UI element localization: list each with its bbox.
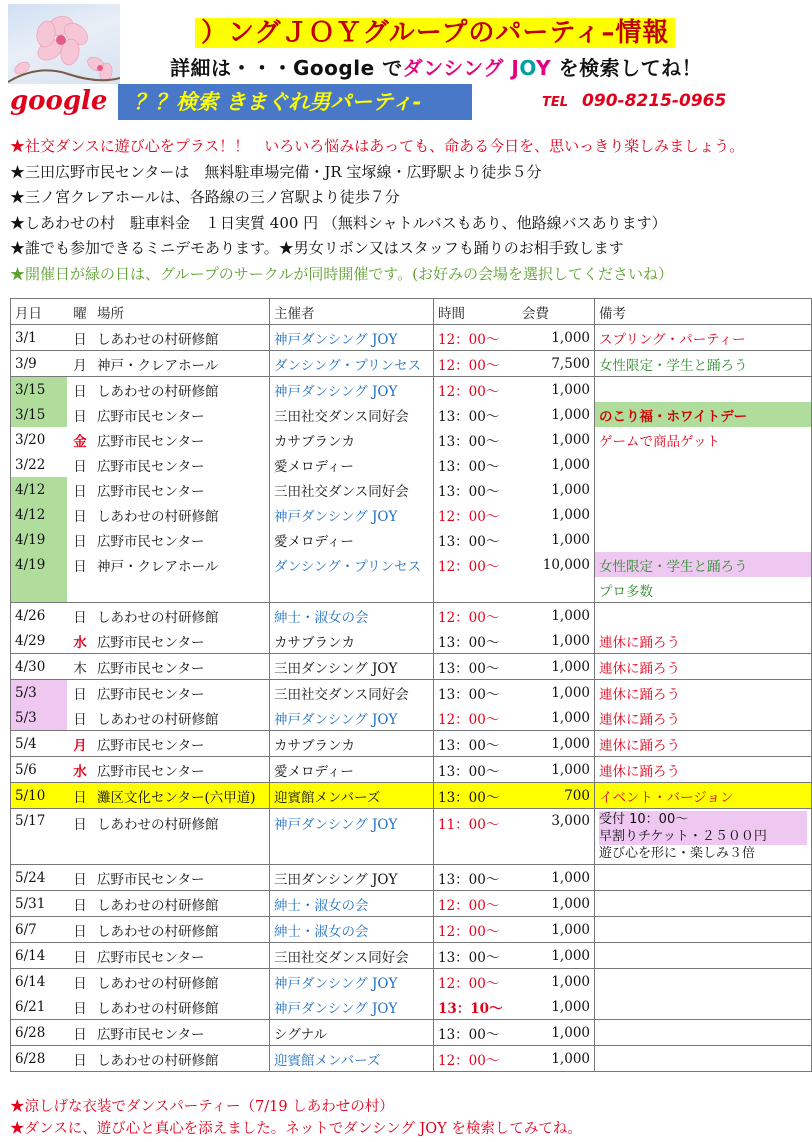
row-day: 月 bbox=[67, 731, 93, 757]
row-organizer: カサブランカ bbox=[270, 731, 434, 757]
row-time: 13：00～ bbox=[434, 402, 515, 427]
row-venue: しあわせの村研修館 bbox=[93, 891, 270, 917]
header-venue: 場所 bbox=[93, 299, 270, 325]
table-row bbox=[11, 628, 812, 654]
info-line: ★三ノ宮クレアホールは、各路線の三ノ宮駅より徒歩７分 bbox=[10, 188, 400, 206]
row-organizer: 神戸ダンシング JOY bbox=[270, 705, 434, 731]
row-day: 日 bbox=[73, 458, 87, 475]
table-row bbox=[11, 603, 812, 629]
row-date: 4/30 bbox=[11, 654, 68, 680]
row-day: 日 bbox=[67, 1046, 93, 1072]
header-time: 時間 bbox=[434, 299, 515, 325]
row-day: 日 bbox=[73, 711, 87, 728]
row-venue: 広野市民センター bbox=[97, 458, 205, 475]
row-organizer: 神戸ダンシング JOY bbox=[270, 969, 434, 995]
row-fee: 10,000 bbox=[542, 556, 590, 573]
row-time: 11：00～ bbox=[434, 809, 515, 865]
row-venue: 広野市民センター bbox=[97, 483, 205, 500]
row-venue: しあわせの村研修館 bbox=[97, 711, 219, 728]
row-venue: 神戸・クレアホール bbox=[93, 351, 270, 377]
row-fee: 1,000 bbox=[514, 377, 595, 403]
footer-line: ★ダンスに、遊び心と真心を添えました。ネットでダンシング JOY を検索してみてね。 bbox=[10, 1121, 582, 1137]
row-day: 日 bbox=[73, 483, 87, 500]
row-venue: しあわせの村研修館 bbox=[93, 603, 270, 629]
row-day: 日 bbox=[67, 969, 93, 995]
row-date: 3/20 bbox=[11, 427, 68, 452]
row-time: 13：00～ bbox=[434, 757, 515, 783]
row-organizer: 三田ダンシング JOY bbox=[270, 865, 434, 891]
row-date: 4/12 bbox=[11, 502, 68, 527]
page-title: ）ングＪＯＹグループのパーティ–情報 bbox=[195, 12, 675, 44]
subtitle-brand-y: Y bbox=[536, 56, 552, 80]
row-venue: しあわせの村研修館 bbox=[97, 1000, 219, 1017]
info-line: ★しあわせの村 駐車料金 １日実質 400 円 （無料シャトルバスもあり、他路線バスあります） bbox=[10, 213, 667, 232]
row-date: 6/21 bbox=[11, 994, 68, 1020]
row-date: 4/12 bbox=[11, 477, 68, 502]
row-time: 12：00～ bbox=[434, 502, 515, 527]
row-day: 日 bbox=[67, 1020, 93, 1046]
row-note: 連休に踊ろう bbox=[595, 680, 812, 706]
row-day: 日 bbox=[73, 408, 87, 425]
row-note bbox=[595, 603, 812, 629]
row-fee: 1,000 bbox=[551, 431, 590, 448]
row-fee: 1,000 bbox=[551, 506, 590, 523]
row-organizer: カサブランカ bbox=[270, 628, 434, 654]
row-fee: 1,000 bbox=[551, 998, 590, 1015]
row-venue: 広野市民センター bbox=[97, 634, 205, 651]
row-venue: 広野市民センター bbox=[93, 731, 270, 757]
info-line: ★三田広野市民センターは 無料駐車場完備・JR 宝塚線・広野駅より徒歩５分 bbox=[10, 162, 542, 181]
row-organizer: ダンシング・プリンセス bbox=[270, 351, 434, 377]
header-fee: 会費 bbox=[514, 299, 595, 325]
row-note: ゲームで商品ゲット bbox=[595, 427, 812, 452]
row-time: 12：00～ bbox=[434, 891, 515, 917]
header-date: 月日 bbox=[11, 299, 68, 325]
row-venue: しあわせの村研修館 bbox=[93, 917, 270, 943]
table-row bbox=[11, 917, 812, 943]
row-note: のこり福・ホワイトデー bbox=[595, 402, 812, 427]
table-row bbox=[11, 757, 812, 783]
row-note: 連休に踊ろう bbox=[595, 731, 812, 757]
table-row bbox=[11, 502, 812, 527]
row-fee: 1,000 bbox=[514, 865, 595, 891]
row-day: 日 bbox=[67, 377, 93, 403]
row-fee: 1,000 bbox=[551, 456, 590, 473]
row-date: 5/10 bbox=[11, 783, 68, 809]
row-day: 日 bbox=[67, 865, 93, 891]
table-row bbox=[11, 680, 812, 706]
table-row bbox=[11, 452, 812, 477]
schedule-table bbox=[10, 298, 812, 1072]
row-note: スプリング・パーティー bbox=[595, 325, 812, 351]
row-time: 13：00～ bbox=[434, 452, 515, 477]
row-organizer: 紳士・淑女の会 bbox=[270, 917, 434, 943]
row-day: 月 bbox=[67, 351, 93, 377]
row-day: 日 bbox=[67, 783, 93, 809]
header-note: 備考 bbox=[595, 299, 812, 325]
table-row bbox=[11, 1020, 812, 1046]
cherry-blossom-image bbox=[8, 4, 120, 84]
row-organizer: 三田社交ダンス同好会 bbox=[270, 943, 434, 969]
row-fee: 1,000 bbox=[551, 531, 590, 548]
row-date: 5/24 bbox=[11, 865, 68, 891]
row-day: 日 bbox=[67, 603, 93, 629]
table-row bbox=[11, 351, 812, 377]
table-row bbox=[11, 865, 812, 891]
row-note bbox=[595, 527, 812, 552]
table-row bbox=[11, 994, 812, 1020]
row-organizer: 三田社交ダンス同好会 bbox=[270, 680, 434, 706]
row-date: 6/28 bbox=[11, 1020, 68, 1046]
row-time: 13：10～ bbox=[434, 994, 515, 1020]
row-date: 3/15 bbox=[11, 402, 68, 427]
table-row-highlight bbox=[11, 783, 812, 809]
row-organizer: 愛メロディー bbox=[270, 757, 434, 783]
row-venue: 広野市民センター bbox=[97, 433, 205, 450]
info-line: ★誰でも参加できるミニデモあります。★男女リボン又はスタッフも踊りのお相手致します bbox=[10, 239, 624, 257]
row-note: 受付 10：00～ bbox=[599, 811, 807, 828]
row-time: 13：00～ bbox=[434, 527, 515, 552]
header-day: 曜 bbox=[67, 299, 93, 325]
table-row bbox=[11, 705, 812, 731]
row-fee: 3,000 bbox=[514, 809, 595, 865]
row-fee: 1,000 bbox=[514, 1046, 595, 1072]
row-date: 5/6 bbox=[11, 757, 68, 783]
row-time: 13：00～ bbox=[434, 1020, 515, 1046]
row-date: 3/22 bbox=[11, 452, 68, 477]
google-label: google bbox=[10, 86, 108, 116]
row-fee: 1,000 bbox=[514, 891, 595, 917]
row-note bbox=[595, 1046, 812, 1072]
tel-number: 090-8215-0965 bbox=[582, 91, 727, 111]
row-fee: 1,000 bbox=[514, 731, 595, 757]
row-organizer: 紳士・淑女の会 bbox=[270, 603, 434, 629]
row-fee: 1,000 bbox=[514, 654, 595, 680]
row-note bbox=[595, 943, 812, 969]
table-row bbox=[11, 891, 812, 917]
row-fee: 1,000 bbox=[551, 632, 590, 649]
row-fee: 700 bbox=[514, 783, 595, 809]
row-time: 12：00～ bbox=[434, 917, 515, 943]
row-organizer: 神戸ダンシング JOY bbox=[270, 502, 434, 527]
row-day: 日 bbox=[67, 891, 93, 917]
row-day: 日 bbox=[73, 558, 87, 575]
row-day: 水 bbox=[73, 634, 87, 651]
row-time: 13：00～ bbox=[434, 865, 515, 891]
row-organizer: 三田社交ダンス同好会 bbox=[270, 402, 434, 427]
row-organizer: 紳士・淑女の会 bbox=[270, 891, 434, 917]
table-row bbox=[11, 527, 812, 552]
table-row bbox=[11, 943, 812, 969]
row-venue: しあわせの村研修館 bbox=[93, 325, 270, 351]
row-note bbox=[595, 1020, 812, 1046]
row-venue: しあわせの村研修館 bbox=[97, 508, 219, 525]
row-organizer: 迎賓館メンバーズ bbox=[270, 783, 434, 809]
row-date: 3/9 bbox=[11, 351, 68, 377]
row-note: 連休に踊ろう bbox=[595, 705, 812, 731]
row-time: 12：00～ bbox=[434, 603, 515, 629]
row-day: 日 bbox=[67, 325, 93, 351]
row-venue: しあわせの村研修館 bbox=[93, 809, 270, 865]
row-date: 4/29 bbox=[11, 628, 68, 654]
row-time: 13：00～ bbox=[434, 628, 515, 654]
row-note bbox=[595, 477, 812, 502]
row-note: 連休に踊ろう bbox=[595, 757, 812, 783]
row-day: 木 bbox=[67, 654, 93, 680]
table-row bbox=[11, 377, 812, 403]
table-row bbox=[11, 654, 812, 680]
subtitle-brand-o: O bbox=[519, 56, 537, 80]
subtitle-brand-j: J bbox=[511, 56, 520, 80]
row-venue: 広野市民センター bbox=[93, 1020, 270, 1046]
row-organizer: 神戸ダンシング JOY bbox=[270, 994, 434, 1020]
table-row bbox=[11, 477, 812, 502]
header-organizer: 主催者 bbox=[270, 299, 434, 325]
row-fee: 1,000 bbox=[514, 969, 595, 995]
row-organizer: カサブランカ bbox=[270, 427, 434, 452]
row-day: 日 bbox=[73, 533, 87, 550]
table-row bbox=[11, 731, 812, 757]
row-fee: 1,000 bbox=[514, 1020, 595, 1046]
row-date: 3/1 bbox=[11, 325, 68, 351]
row-fee: 1,000 bbox=[514, 943, 595, 969]
row-organizer: 愛メロディー bbox=[270, 452, 434, 477]
row-note bbox=[595, 377, 812, 403]
row-note bbox=[595, 891, 812, 917]
row-note: 女性限定・学生と踊ろう bbox=[595, 552, 812, 577]
subtitle-brand: ダンシング bbox=[402, 56, 504, 80]
row-venue: 広野市民センター bbox=[93, 680, 270, 706]
footer-notes bbox=[10, 1096, 800, 1140]
row-time: 13：00～ bbox=[434, 477, 515, 502]
row-venue: しあわせの村研修館 bbox=[93, 377, 270, 403]
table-row bbox=[11, 1046, 812, 1072]
row-note: イベント・バージョン bbox=[595, 783, 812, 809]
row-organizer: 神戸ダンシング JOY bbox=[270, 809, 434, 865]
row-fee: 1,000 bbox=[514, 603, 595, 629]
row-fee: 1,000 bbox=[551, 406, 590, 423]
row-fee: 1,000 bbox=[514, 680, 595, 706]
row-note bbox=[595, 865, 812, 891]
row-venue: 広野市民センター bbox=[93, 654, 270, 680]
row-time: 13：00～ bbox=[434, 783, 515, 809]
row-note bbox=[595, 994, 812, 1020]
row-time: 12：00～ bbox=[434, 969, 515, 995]
row-note bbox=[595, 452, 812, 477]
row-note: 連休に踊ろう bbox=[595, 628, 812, 654]
row-venue: 広野市民センター bbox=[93, 757, 270, 783]
subtitle-prefix: 詳細は・・・Google で bbox=[170, 56, 403, 80]
row-time: 12：00～ bbox=[434, 552, 515, 577]
table-header bbox=[11, 299, 812, 325]
row-organizer: ダンシング・プリンセス bbox=[270, 552, 434, 577]
row-day: 日 bbox=[73, 508, 87, 525]
row-note bbox=[595, 917, 812, 943]
row-date: 5/31 bbox=[11, 891, 68, 917]
table-row bbox=[11, 552, 812, 577]
row-day: 水 bbox=[67, 757, 93, 783]
row-fee: 1,000 bbox=[514, 325, 595, 351]
table-row bbox=[11, 402, 812, 427]
row-time: 12：00～ bbox=[434, 377, 515, 403]
row-note-block bbox=[595, 809, 812, 865]
row-date: 6/14 bbox=[11, 943, 68, 969]
footer-line: ★涼しげな衣装でダンスパーティー（7/19 しあわせの村） bbox=[10, 1099, 394, 1115]
row-organizer: 迎賓館メンバーズ bbox=[270, 1046, 434, 1072]
row-day: 日 bbox=[73, 1000, 87, 1017]
row-note bbox=[595, 969, 812, 995]
row-date: 6/28 bbox=[11, 1046, 68, 1072]
row-time: 13：00～ bbox=[434, 680, 515, 706]
row-organizer: 三田ダンシング JOY bbox=[270, 654, 434, 680]
row-day: 日 bbox=[67, 809, 93, 865]
row-venue: 広野市民センター bbox=[97, 533, 205, 550]
row-fee: 1,000 bbox=[514, 757, 595, 783]
row-time: 13：00～ bbox=[434, 654, 515, 680]
info-line: ★社交ダンスに遊び心をプラス！！ いろいろ悩みはあっても、命ある今日を、思いっきり楽しみましょう。 bbox=[10, 137, 745, 155]
row-date: 5/3 bbox=[11, 705, 68, 731]
row-organizer: 神戸ダンシング JOY bbox=[270, 377, 434, 403]
table-row bbox=[11, 325, 812, 351]
row-time: 12：00～ bbox=[434, 325, 515, 351]
row-fee: 7,500 bbox=[514, 351, 595, 377]
row-note-extra: 早割りチケット・２５００円 bbox=[599, 828, 807, 845]
row-date: 4/19 bbox=[11, 527, 68, 552]
search-banner: ？？検索 きまぐれ男パーティ- bbox=[118, 84, 472, 120]
row-day: 日 bbox=[67, 917, 93, 943]
row-date: 6/7 bbox=[11, 917, 68, 943]
row-time: 13：00～ bbox=[434, 731, 515, 757]
row-date: 4/26 bbox=[11, 603, 68, 629]
row-note-extra: 遊び心を形に・楽しみ３倍 bbox=[599, 846, 756, 861]
row-day: 金 bbox=[73, 433, 87, 450]
row-fee: 1,000 bbox=[551, 481, 590, 498]
row-note: 女性限定・学生と踊ろう bbox=[595, 351, 812, 377]
row-date: 5/4 bbox=[11, 731, 68, 757]
row-venue: しあわせの村研修館 bbox=[93, 969, 270, 995]
row-date: 6/14 bbox=[11, 969, 68, 995]
row-date: 5/3 bbox=[11, 680, 68, 706]
row-fee: 1,000 bbox=[514, 917, 595, 943]
subtitle-suffix: を検索してね！ bbox=[558, 56, 703, 80]
tel-label: TEL bbox=[542, 95, 569, 110]
row-organizer: 愛メロディー bbox=[270, 527, 434, 552]
row-organizer: 神戸ダンシング JOY bbox=[270, 325, 434, 351]
row-fee: 1,000 bbox=[551, 709, 590, 726]
row-date: 4/19 bbox=[11, 552, 68, 577]
row-venue: 広野市民センター bbox=[93, 943, 270, 969]
row-venue: 神戸・クレアホール bbox=[97, 558, 219, 575]
row-venue: 灘区文化センター(六甲道) bbox=[93, 783, 270, 809]
page-subtitle bbox=[170, 52, 702, 81]
info-list bbox=[10, 134, 800, 287]
row-day: 日 bbox=[67, 943, 93, 969]
info-line: ★開催日が緑の日は、グループのサークルが同時開催です。(お好みの会場を選択してくださいね） bbox=[10, 264, 674, 283]
row-time: 12：00～ bbox=[434, 1046, 515, 1072]
table-row bbox=[11, 969, 812, 995]
row-venue: 広野市民センター bbox=[97, 408, 205, 425]
row-note-extra: プロ多数 bbox=[595, 577, 812, 603]
row-venue: 広野市民センター bbox=[93, 865, 270, 891]
table-row-continuation bbox=[11, 577, 812, 603]
row-time: 13：00～ bbox=[434, 943, 515, 969]
row-day: 日 bbox=[67, 680, 93, 706]
row-note bbox=[595, 502, 812, 527]
row-venue: しあわせの村研修館 bbox=[93, 1046, 270, 1072]
row-date: 5/17 bbox=[11, 809, 68, 865]
row-time: 12：00～ bbox=[434, 351, 515, 377]
table-row bbox=[11, 427, 812, 452]
row-time: 12：00～ bbox=[434, 705, 515, 731]
table-row bbox=[11, 809, 812, 865]
telephone bbox=[542, 91, 726, 111]
row-time: 13：00～ bbox=[434, 427, 515, 452]
row-organizer: 三田社交ダンス同好会 bbox=[270, 477, 434, 502]
row-note: 連休に踊ろう bbox=[595, 654, 812, 680]
row-organizer: シグナル bbox=[270, 1020, 434, 1046]
row-date: 3/15 bbox=[11, 377, 68, 403]
